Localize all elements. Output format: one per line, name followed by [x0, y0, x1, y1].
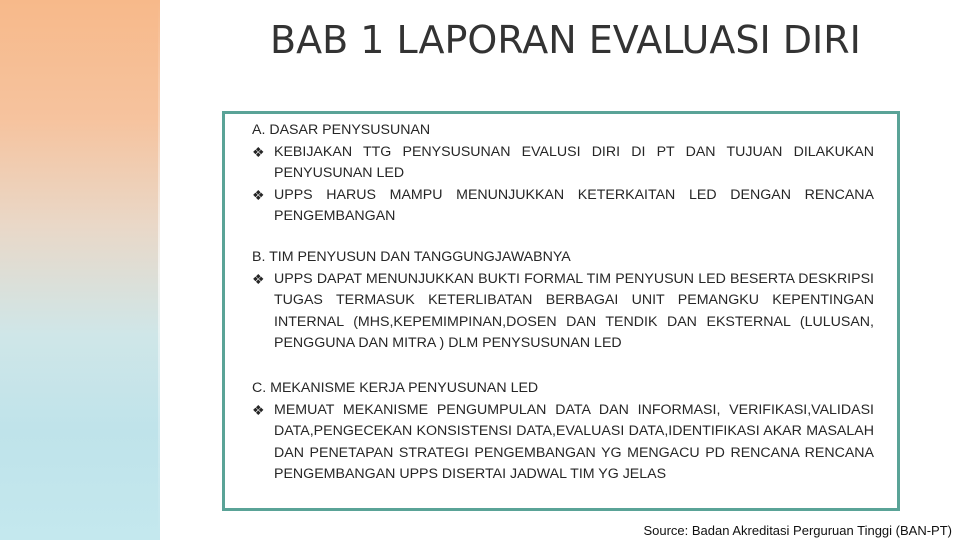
bullet-item [252, 185, 874, 228]
side-band-edge [158, 0, 162, 540]
diamond-bullet-icon: ❖ [252, 270, 265, 287]
section-heading: B. TIM PENYUSUN DAN TANGGUNGJAWABNYA [252, 249, 571, 265]
bullet-text: UPPS DAPAT MENUNJUKKAN BUKTI FORMAL TIM PENYUSUN LED BESERTA DESKRIPSI TUGAS TERMASUK KETERLIBATAN BERBAGAI UNIT PEMANGKU KEPENTINGAN INTERNAL (MHS,KEPEMIMPINAN,DOSEN DAN TENDIK DAN EKSTERNAL (LULUSAN, PENGGUNA DAN MITRA ) DLM PENYSUSUNAN LED [274, 270, 874, 351]
diamond-bullet-icon: ❖ [252, 186, 265, 203]
section-heading: A. DASAR PENYSUSUNAN [252, 122, 431, 138]
diamond-bullet-icon: ❖ [252, 143, 265, 160]
content-box [222, 111, 900, 511]
bullet-text: MEMUAT MEKANISME PENGUMPULAN DATA DAN INFORMASI, VERIFIKASI,VALIDASI DATA,PENGECEKAN KONSISTENSI DATA,EVALUASI DATA,IDENTIFIKASI AKAR MASALAH DAN PENETAPAN STRATEGI PENGEMBANGAN YG MENGACU PD RENCANA RENCANA PENGEMBANGAN UPPS DISERTAI JADWAL TIM YG JELAS [274, 401, 874, 482]
bullet-item [252, 400, 874, 486]
section-heading: C. MEKANISME KERJA PENYUSUNAN LED [252, 380, 539, 396]
bullet-text: KEBIJAKAN TTG PENYSUSUNAN EVALUSI DIRI DI PT DAN TUJUAN DILAKUKAN PENYUSUNAN LED [274, 143, 874, 181]
bullet-item [252, 142, 874, 185]
bullet-text: UPPS HARUS MAMPU MENUNJUKKAN KETERKAITAN LED DENGAN RENCANA PENGEMBANGAN [274, 186, 874, 224]
slide-title: BAB 1 LAPORAN EVALUASI DIRI [270, 18, 861, 62]
source-citation: Source: Badan Akreditasi Perguruan Tinggi (BAN-PT) [643, 523, 952, 538]
section-dasar-penyusunan [252, 120, 874, 228]
bullet-item [252, 269, 874, 355]
section-mekanisme-kerja [252, 378, 874, 486]
section-tim-penyusun [252, 247, 874, 355]
decorative-side-band [0, 0, 160, 540]
diamond-bullet-icon: ❖ [252, 401, 265, 418]
